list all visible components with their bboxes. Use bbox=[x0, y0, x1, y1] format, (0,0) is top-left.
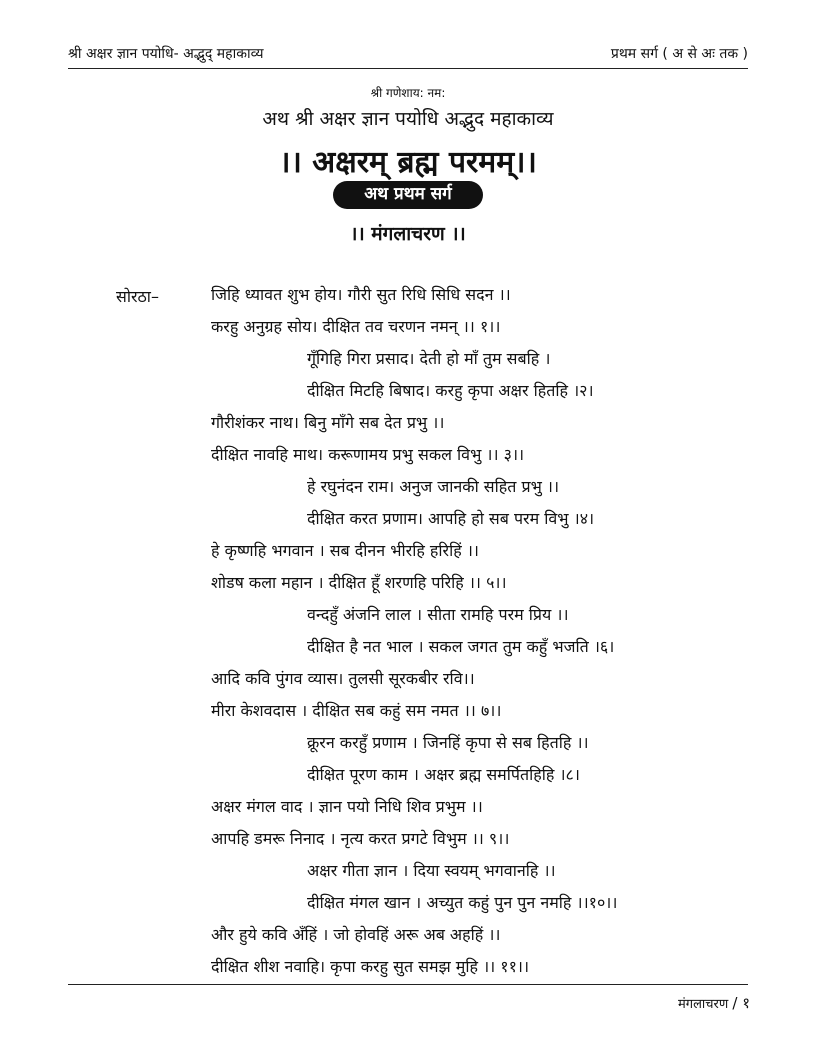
verse-line: दीक्षित शीश नवाहि। कृपा करहु सुत समझ मुहि ।। ११।। bbox=[211, 957, 530, 976]
verse-line: दीक्षित नावहि माथ। करूणामय प्रभु सकल विभु ।। ३।। bbox=[211, 445, 525, 464]
page-number: / १ bbox=[732, 994, 750, 1012]
verse-line: क्रूरन करहुँ प्रणाम । जिनहिं कृपा से सब हितहि ।। bbox=[307, 733, 589, 752]
verse-line: हे कृष्णहि भगवान । सब दीनन भीरहि हरिहिं ।। bbox=[211, 541, 479, 560]
verse-line: दीक्षित करत प्रणाम। आपहि हो सब परम विभु ।४। bbox=[307, 509, 595, 528]
verse-line: अक्षर मंगल वाद । ज्ञान पयो निधि शिव प्रभुम ।। bbox=[211, 797, 483, 816]
verse-line: गूँगिहि गिरा प्रसाद। देती हो माँ तुम सबहि । bbox=[307, 349, 551, 368]
verse-line: दीक्षित है नत भाल । सकल जगत तुम कहुँ भजति ।६। bbox=[307, 637, 615, 656]
verse-line: दीक्षित पूरण काम । अक्षर ब्रह्म समर्पितहिहि ।८। bbox=[307, 765, 580, 784]
verse-line: गौरीशंकर नाथ। बिनु माँगे सब देत प्रभु ।। bbox=[211, 413, 445, 432]
header-book-title: श्री अक्षर ज्ञान पयोधि- अद्भुद् महाकाव्य bbox=[68, 46, 264, 62]
verse-line: और हुये कवि अँहिं । जो होवहिं अरू अब अहहिं ।। bbox=[211, 925, 501, 944]
canto-badge: अथ प्रथम सर्ग bbox=[333, 181, 483, 209]
footer-section: मंगलाचरण bbox=[677, 997, 729, 1012]
invocation: श्री गणेशाय: नम: bbox=[370, 86, 446, 100]
verse-line: आपहि डमरू निनाद । नृत्य करत प्रगटे विभुम ।। ९।। bbox=[211, 829, 510, 848]
verse-line: दीक्षित मंगल खान । अच्युत कहुं पुन पुन नमहि ।।१०।। bbox=[307, 893, 618, 912]
verse-line: मीरा केशवदास । दीक्षित सब कहुं सम नमत ।। ७।। bbox=[211, 701, 502, 720]
verse-line: आदि कवि पुंगव व्यास। तुलसी सूरकबीर रवि।। bbox=[211, 669, 475, 688]
verse-line: करहु अनुग्रह सोय। दीक्षित तव चरणन नमन् ।। १।। bbox=[211, 317, 501, 336]
verse-line: दीक्षित मिटहि बिषाद। करहु कृपा अक्षर हितहि ।२। bbox=[307, 381, 594, 400]
canto-badge-wrap bbox=[0, 181, 816, 209]
verse-line: शोडष कला महान । दीक्षित हूँ शरणहि परिहि ।। ५।। bbox=[211, 573, 507, 592]
main-title: ।। अक्षरम् ब्रह्म परमम्।। bbox=[279, 145, 537, 180]
footer-divider bbox=[68, 984, 748, 985]
meter-label: सोरठा– bbox=[116, 287, 159, 306]
footer bbox=[678, 993, 750, 1013]
section-title: ।। मंगलाचरण ।। bbox=[350, 223, 466, 245]
page-title: अथ श्री अक्षर ज्ञान पयोधि अद्भुद महाकाव्य bbox=[262, 108, 554, 130]
verse-line: वन्दहुँ अंजनि लाल । सीता रामहि परम प्रिय ।। bbox=[307, 605, 569, 624]
header-divider bbox=[68, 68, 748, 69]
header-canto-range: प्रथम सर्ग ( अ से अः तक ) bbox=[610, 46, 748, 62]
verse-line: जिहि ध्यावत शुभ होय। गौरी सुत रिधि सिधि सदन ।। bbox=[211, 285, 511, 304]
verse-line: अक्षर गीता ज्ञान । दिया स्वयम् भगवानहि ।। bbox=[307, 861, 556, 880]
verse-line: हे रघुनंदन राम। अनुज जानकी सहित प्रभु ।। bbox=[307, 477, 560, 496]
